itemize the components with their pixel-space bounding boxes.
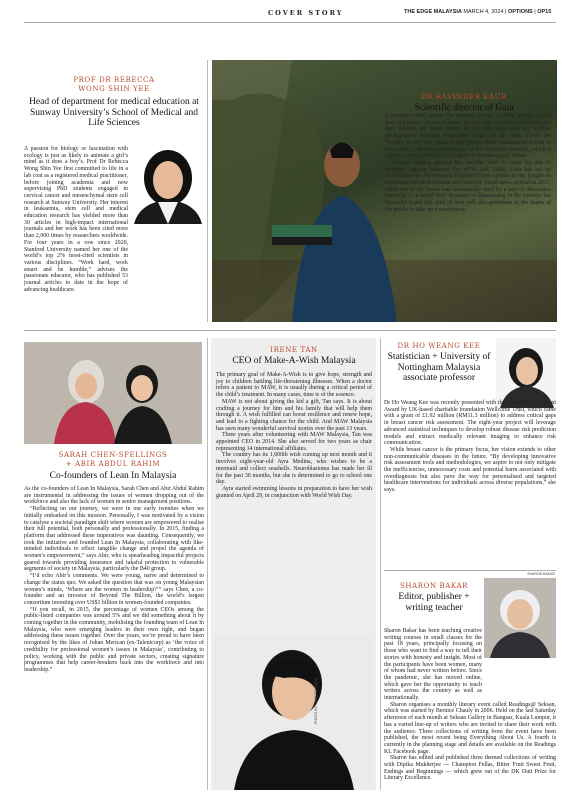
body-text: “Reflecting on our journey, we were in our early twenties when we initially embarked on this mission. Personally, I was motivated by a vision to catalyse a societal paradigm shift where women are empowered to realise their full potential, both personally and professionally. In 2015, finding a platform that addressed these imperatives was daunting. Consequently, we took the initiative and founded Lean In Malaysia, collaborating with like-minded individuals to effect tangible change and propel the agenda of women’s empowerment,” says Abir, who is spearheading impactful projects geared towards providing insurance and takaful protection to vulnerable segments of society in Malaysia, particularly the B40 group. <box>24 506 204 573</box>
profile-title: Scientific director of Gaia <box>414 103 514 113</box>
section-name: OPTIONS <box>507 9 533 15</box>
body-irene <box>216 372 372 499</box>
body-text: Three years after volunteering with MAW Malaysia, Tan was appointed CEO in 2014. She also served for two years as chair representing 14 international affiliates. <box>216 432 372 452</box>
profile-name: DR RAVINDER KAUR <box>420 93 508 101</box>
photo-sarah-abir <box>24 342 202 444</box>
profile-title: Statistician + University of Nottingham Malaysia associate professor <box>387 352 491 383</box>
body-sharon <box>384 628 556 782</box>
photo-irene <box>214 634 374 790</box>
divider <box>207 60 208 322</box>
brand: THE EDGE MALAYSIA <box>404 9 462 15</box>
profile-name: IRENE TAN <box>270 346 318 354</box>
portrait-photo-icon <box>130 140 206 224</box>
profile-name: SHARON BAKAR <box>400 582 468 590</box>
profile-name: SARAH CHEN-SPELLINGS + ABIR ABDUL RAHIM <box>58 451 168 468</box>
profile-irene-head <box>214 346 374 367</box>
body-rebecca-wrap <box>24 146 128 293</box>
body-text: “I’d echo Abir’s comments. We were young, naive and determined to change the status quo. We asked the question that was on young Malaysian women’s minds, ‘Where are the women in leadership?’” says Chen, a co-founder and an investor of Beyond The Billion, the world’s largest consortium investing over US$1 billion in women-founded companies. <box>24 573 204 606</box>
divider <box>380 338 381 790</box>
profile-ho-head <box>384 342 494 384</box>
profile-title: Head of department for medical education at Sunway University’s School of Medical and Life Sciences <box>29 97 199 128</box>
profile-title: Co-founders of Lean In Malaysia <box>49 471 177 481</box>
body-sarah <box>24 486 204 674</box>
section-label: COVER STORY <box>268 9 344 17</box>
issue-date: MARCH 4, 2024 <box>463 9 504 15</box>
body-text: While breast cancer is the primary focus, her vision extends to other non-communicable diseases in the future. “By developing innovative risk assessment tools and methodologies, we aspire to not only mitigate the inefficiencies, unnecessary costs and potential harm associated with overdiagnosis but also pave the way for personalised and targeted healthcare interventions for individuals across diverse populations,” she says. <box>384 446 556 494</box>
divider <box>207 338 208 790</box>
photo-rebecca <box>130 140 206 224</box>
photo-credit: PHOTO BY MAKE TAHSEEN <box>314 677 318 724</box>
profile-name: PROF DR REBECCA WONG SHIN YEE <box>73 76 155 93</box>
body-ho <box>384 400 556 494</box>
photo-credit: SHARON BAKAR <box>527 572 555 576</box>
body-text: Sharon organises a monthly literary event called Readings@ Seksan, which was started by Bernice Chauly in 2006. Held on the last Saturday afternoon of each month at Seksan Gallery in Bangsar, Kuala Lumpur, it has a varied line-up of writers who are invited to share their work with the audience. Three collections of writing from the event have been published, the most recent being Everything About Us. A fourth is currently in the planning stage and details are available on the Readings KL Facebook page. <box>384 701 556 755</box>
body-text: As the co-founders of Lean In Malaysia, Sarah Chen and Abir Abdul Rahim are instrumental in addressing the issues of women dropping out of the workforce and also the lack of women in senior management positions. <box>24 486 204 506</box>
page-number: OP15 <box>537 9 552 15</box>
body-text: The country has its 1,000th wish coming up next month and it involves eight-year-old Ayra Medina, who wishes to be a mermaid and collect seashells. Neuroblastoma has made her ill for the past 30 months, but she is determined to go to school one day. <box>216 452 372 486</box>
page-header <box>0 0 580 22</box>
body-text: The primary goal of Make-A-Wish is to give hope, strength and joy to children battling life-threatening illnesses. When a doctor refers a patient to MAW, it is usually during a critical period of the child’s treatment. In many cases, time is of the essence. <box>216 372 372 399</box>
page-info: THE EDGE MALAYSIA MARCH 4, 2024 | OPTIONS | OP15 <box>404 9 552 15</box>
profile-ravinder-head <box>384 93 544 114</box>
body-text: Ayra started swimming lessons in preparation to have her wish granted on April 29, in conjunction with World Wish Day. <box>216 485 372 499</box>
section-rule <box>24 330 556 331</box>
body-text: Sharon has edited and published three themed collections of writing with Dipika Mukherjee — Champion Fellas, Bitter Fruit Sweet Fruit, Endings and Beginnings — which grew out of the DK Dutt Prize for Literary Excellence. <box>384 755 556 782</box>
photo-ho <box>496 338 556 408</box>
body-text: A passion for biology or fascination with ecology is just as likely to animate a girl’s mind as it does a boy’s. Prof Dr Rebecca Wong Shin Yee first committed to life in a lab coat as a registered medical practitioner, before joining academia and now supervising PhD students engaged in cervical cancer and mesenchymal stem cell research at Sunway University. Her interest in leukaemia, stem cell and medical education research has yielded more than 30 articles in high-impact international journals and her work has been cited more than 2,000 times by researchers worldwide. For four years in a row since 2020, Stanford University named her one of the world’s top 2% most-cited scientists in various disciplines. “Work hard, work smart and be humble,” advises the passionate educator, who has published 53 journal articles to date in the hope of advancing healthcare. <box>24 146 128 293</box>
portrait-photo-icon <box>24 342 202 444</box>
portrait-photo-icon <box>496 338 556 408</box>
body-text: “If you recall, in 2015, the percentage of women CEOs among the public-listed companies was around 5% and we did something about it by coming together in the community, mobilising the founding team of Lean In Malaysia, who were emerging leaders in their own right, and began addressing these issues together. Over the years, we’re proud to have been recognised by the likes of Johan Merican (ex-Talentcorp) as ‘the voice of credibility for professional women’s issues in Malaysia’, contributing to policy, working with the public and private sectors, creating signature programmes that help career-breakers back into the workforce and into leadership.” <box>24 606 204 673</box>
profile-rebecca <box>24 76 204 129</box>
profile-sarah-head <box>24 451 202 482</box>
profile-name: DR HO WEANG KEE <box>397 342 481 350</box>
section-rule <box>384 570 556 571</box>
body-text: Dr Ho Weang Kee was recently presented with the Career Development Award by UK-based charitable foundation Wellcome Trust, which came with a grant of £1.92 million (RM11.3 million) to address critical gaps in breast cancer risk assessment. The eight-year project will leverage advanced statistical techniques to develop robust disease risk prediction models and extract medically relevant imaging to enhance risk communication. <box>384 400 556 447</box>
profile-title: CEO of Make-A-Wish Malaysia <box>232 356 356 366</box>
body-text: Because nesting ground has become hard to come by due to systemic logging between the 1970s and 1980s, Gaia has set up artificial boxes and restored dilapidated tree cavities in our jungles to encourage the birds to mate and multiply. Good news arrived in 2017, when one of the boxes was successfully used by a pair of rhinoceros hornbills — a world first. Romance is blossoming in the treetops but Ravinder hopes this seed of love will also germinate in the hearts of the public to take up conservation. <box>385 159 551 213</box>
body-text: Sharon Bakar has been teaching creative writing courses in small classes for the past 18 years, principally focusing on those who want to find a way to tell their stories with honesty and insight. Most of the participants have been women, many of whom had never written before. Since the pandemic, she has moved online, which gave her the opportunity to teach writers across the country as well as internationally. <box>384 628 482 702</box>
body-ravinder <box>385 113 551 214</box>
portrait-photo-icon <box>214 634 374 790</box>
profile-sharon-head <box>384 582 484 613</box>
header-rule <box>24 22 556 23</box>
body-text: If pictures could capture the uncanny beauty of birds and the places they call home, we would know by now that our prized hornbills and their habitats are under threat. Dr Ravinder Kaur and her wildlife photographer husband Sanjitpaul Singh set up Gaia, Greek for “Earth”, in 2015 to research and protect these endangered avians in the country. The last surviving pair of the Helmeted Hornbill, which is almost extinct, reside in the jungles of Kinabatangan, Sabah. <box>385 113 551 160</box>
profile-title: Editor, publisher + writing teacher <box>398 592 470 613</box>
body-text: MAW is not about giving the kid a gift, Tan says. It is about crafting a journey for him and his family that will help them through it. A wish fulfilled can boost resilience and renew hope, and lead to a fighting chance for the child. And MAW Malaysia has seen many wonderful survival stories over the past 13 years. <box>216 398 372 432</box>
